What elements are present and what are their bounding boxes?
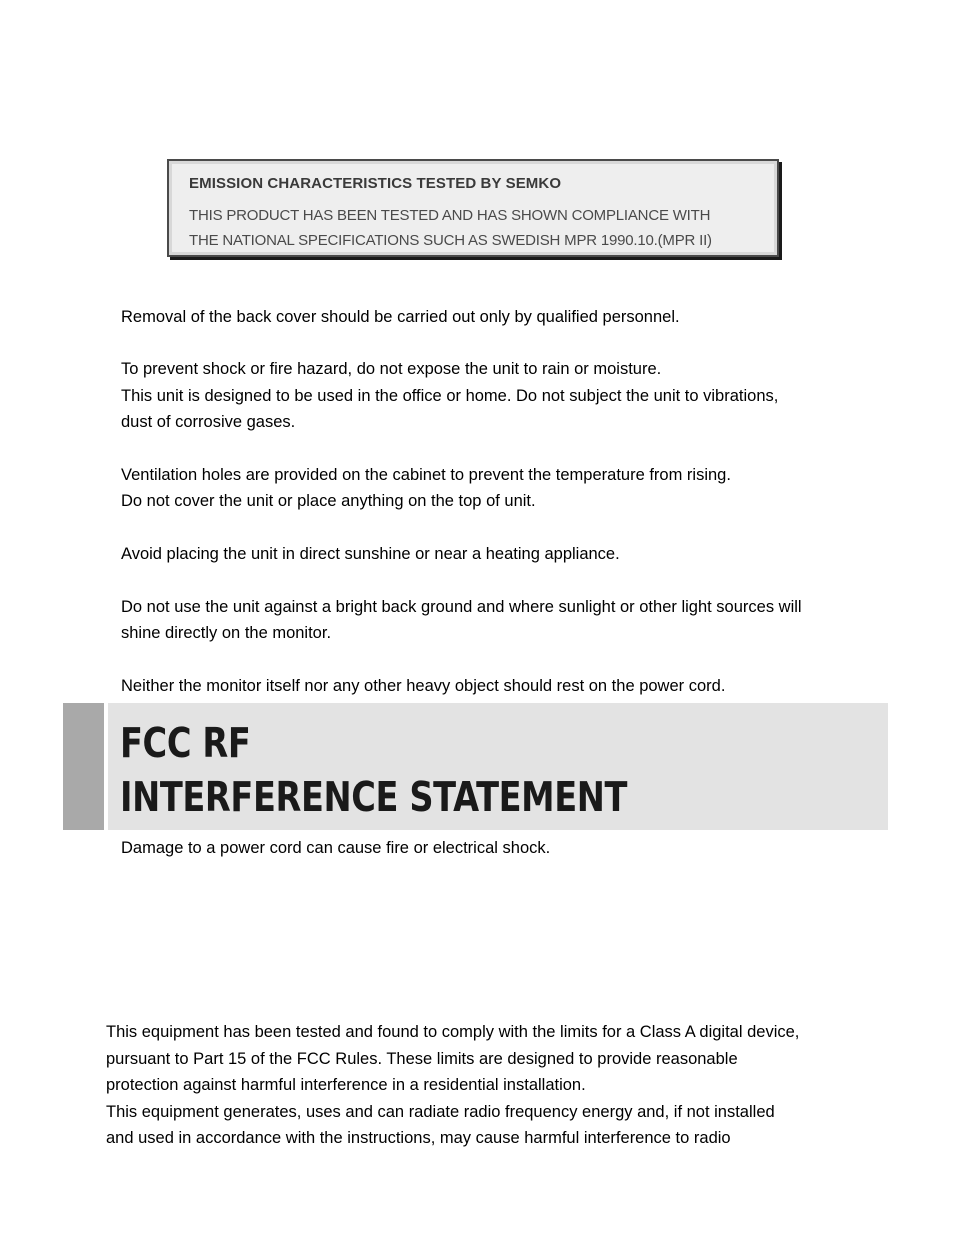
fcc-text-line: pursuant to Part 15 of the FCC Rules. These limits are designed to provide reasonable [106, 1050, 738, 1068]
emission-notice-line: THE NATIONAL SPECIFICATIONS SUCH AS SWEDISH MPR 1990.10.(MPR II) [189, 232, 712, 249]
section-heading-banner [108, 703, 888, 830]
power-cord-note: Damage to a power cord can cause fire or electrical shock. [121, 839, 551, 857]
safety-text-line: Ventilation holes are provided on the cabinet to prevent the temperature from rising. [121, 466, 731, 484]
safety-text-line: To prevent shock or fire hazard, do not expose the unit to rain or moisture. [121, 360, 662, 378]
safety-text-line: Do not use the unit against a bright back ground and where sunlight or other light sources will [121, 598, 802, 616]
section-title-line: INTERFERENCE STATEMENT [120, 773, 628, 821]
emission-notice-line: THIS PRODUCT HAS BEEN TESTED AND HAS SHOWN COMPLIANCE WITH [189, 207, 711, 224]
emission-notice-title: EMISSION CHARACTERISTICS TESTED BY SEMKO [189, 175, 562, 192]
safety-text-line: Do not cover the unit or place anything on the top of unit. [121, 492, 536, 510]
safety-text-line: This unit is designed to be used in the office or home. Do not subject the unit to vibrations, [121, 387, 779, 405]
fcc-text-line: This equipment has been tested and found to comply with the limits for a Class A digital device, [106, 1023, 800, 1041]
safety-text-line: Neither the monitor itself nor any other heavy object should rest on the power cord. [121, 677, 726, 695]
section-accent-bar [63, 703, 104, 830]
fcc-text-line: and used in accordance with the instructions, may cause harmful interference to radio [106, 1129, 731, 1147]
emission-notice-box [167, 159, 779, 257]
section-title-line: FCC RF [120, 719, 251, 767]
fcc-text-line: protection against harmful interference in a residential installation. [106, 1076, 586, 1094]
safety-text-line: dust of corrosive gases. [121, 413, 296, 431]
safety-text-line: Removal of the back cover should be carried out only by qualified personnel. [121, 308, 680, 326]
safety-text-line: Avoid placing the unit in direct sunshine or near a heating appliance. [121, 545, 620, 563]
safety-text-line: shine directly on the monitor. [121, 624, 332, 642]
fcc-text-line: This equipment generates, uses and can radiate radio frequency energy and, if not installed [106, 1103, 775, 1121]
